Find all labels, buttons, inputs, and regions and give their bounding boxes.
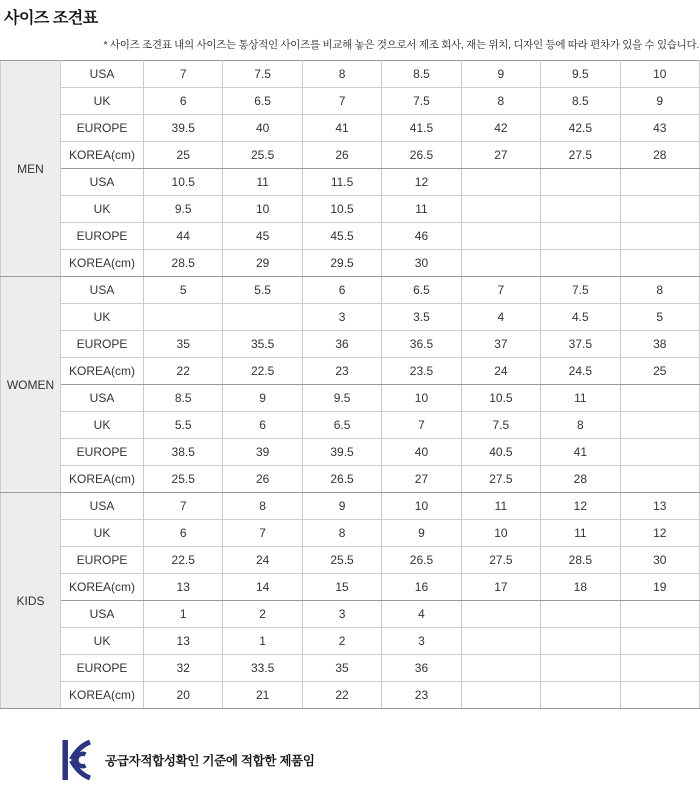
size-cell [541,169,620,196]
size-cell: 19 [620,574,699,601]
size-cell: 5.5 [223,277,302,304]
size-cell [620,682,699,709]
size-cell: 4 [382,601,461,628]
size-cell [223,304,302,331]
size-cell: 35 [144,331,223,358]
size-cell: 32 [144,655,223,682]
size-cell: 10.5 [302,196,381,223]
table-row [1,520,700,547]
size-cell: 11.5 [302,169,381,196]
row-header-cell: EUROPE [61,115,144,142]
size-cell [461,682,540,709]
size-cell: 22 [302,682,381,709]
size-cell: 41 [302,115,381,142]
size-cell [541,628,620,655]
table-row [1,385,700,412]
size-cell: 25.5 [144,466,223,493]
size-cell: 8 [302,61,381,88]
size-cell: 36 [302,331,381,358]
size-cell: 2 [302,628,381,655]
row-header-cell: USA [61,385,144,412]
size-cell [541,196,620,223]
size-cell: 9 [302,493,381,520]
size-cell: 7 [144,61,223,88]
size-cell: 11 [382,196,461,223]
size-cell: 5.5 [144,412,223,439]
size-cell: 38 [620,331,699,358]
size-cell: 25.5 [302,547,381,574]
size-cell [620,169,699,196]
size-cell: 1 [223,628,302,655]
row-header-cell: USA [61,277,144,304]
row-header-cell: UK [61,88,144,115]
size-cell: 8 [541,412,620,439]
size-cell: 6.5 [302,412,381,439]
size-cell: 40 [223,115,302,142]
table-row [1,574,700,601]
table-row [1,331,700,358]
size-cell: 12 [620,520,699,547]
size-cell [620,601,699,628]
section-label-cell: WOMEN [1,277,61,493]
size-cell: 35.5 [223,331,302,358]
size-cell: 10 [382,385,461,412]
size-table-body [1,61,700,709]
size-cell: 8.5 [382,61,461,88]
size-cell: 7.5 [223,61,302,88]
size-cell: 39.5 [144,115,223,142]
size-cell: 11 [461,493,540,520]
size-cell: 8 [223,493,302,520]
size-cell: 10 [461,520,540,547]
size-cell: 7 [223,520,302,547]
row-header-cell: KOREA(cm) [61,682,144,709]
kc-certification-text: 공급자적합성확인 기준에 적합한 제품임 [105,754,315,768]
size-cell: 6 [144,520,223,547]
table-row [1,412,700,439]
table-row [1,655,700,682]
size-cell: 3 [382,628,461,655]
row-header-cell: EUROPE [61,547,144,574]
size-cell [541,223,620,250]
size-cell [461,628,540,655]
size-cell: 22.5 [144,547,223,574]
table-row [1,142,700,169]
table-row [1,115,700,142]
size-cell: 36.5 [382,331,461,358]
size-cell: 16 [382,574,461,601]
row-header-cell: EUROPE [61,655,144,682]
size-cell: 7.5 [382,88,461,115]
row-header-cell: KOREA(cm) [61,466,144,493]
size-cell: 10 [620,61,699,88]
row-header-cell: USA [61,169,144,196]
size-cell: 7 [382,412,461,439]
size-cell: 10 [382,493,461,520]
size-cell: 27 [382,466,461,493]
size-cell: 9.5 [144,196,223,223]
size-cell [541,601,620,628]
size-cell: 28.5 [144,250,223,277]
size-cell: 39 [223,439,302,466]
size-cell: 6.5 [223,88,302,115]
size-cell: 29.5 [302,250,381,277]
size-cell: 7.5 [541,277,620,304]
size-cell: 10.5 [461,385,540,412]
row-header-cell: USA [61,493,144,520]
size-cell: 43 [620,115,699,142]
table-row [1,493,700,520]
table-row [1,628,700,655]
size-cell: 42 [461,115,540,142]
size-cell: 2 [223,601,302,628]
size-cell: 13 [144,628,223,655]
size-cell: 22 [144,358,223,385]
table-row [1,169,700,196]
size-cell: 1 [144,601,223,628]
size-cell: 6 [144,88,223,115]
size-cell: 9 [223,385,302,412]
table-row [1,601,700,628]
certification-row [62,739,700,781]
row-header-cell: UK [61,304,144,331]
size-cell: 18 [541,574,620,601]
size-cell: 42.5 [541,115,620,142]
size-cell: 23 [382,682,461,709]
size-cell: 28 [541,466,620,493]
size-cell: 30 [382,250,461,277]
table-row [1,358,700,385]
row-header-cell: UK [61,412,144,439]
size-cell: 8 [461,88,540,115]
table-row [1,466,700,493]
size-cell: 4 [461,304,540,331]
size-cell: 6 [302,277,381,304]
size-cell [620,628,699,655]
size-cell: 4.5 [541,304,620,331]
size-cell: 37 [461,331,540,358]
section-label-cell: MEN [1,61,61,277]
size-cell: 12 [382,169,461,196]
size-cell [620,250,699,277]
size-cell: 6 [223,412,302,439]
size-cell: 24 [461,358,540,385]
size-cell: 8 [302,520,381,547]
row-header-cell: UK [61,520,144,547]
size-cell: 7 [144,493,223,520]
size-cell: 11 [541,520,620,547]
size-cell: 38.5 [144,439,223,466]
table-row [1,682,700,709]
size-cell: 35 [302,655,381,682]
size-cell: 28 [620,142,699,169]
size-cell: 7.5 [461,412,540,439]
size-cell: 5 [144,277,223,304]
size-cell: 22.5 [223,358,302,385]
size-cell [461,655,540,682]
table-row [1,88,700,115]
size-cell [541,250,620,277]
table-row [1,277,700,304]
section-label-cell: KIDS [1,493,61,709]
size-cell: 36 [382,655,461,682]
row-header-cell: KOREA(cm) [61,574,144,601]
size-cell: 26 [223,466,302,493]
size-chart-disclaimer: * 사이즈 조견표 내의 사이즈는 통상적인 사이즈를 비교해 놓은 것으로서 제조 회사, 재는 위치, 디자인 등에 따라 편차가 있을 수 있습니다. [103,39,699,51]
size-cell [461,196,540,223]
size-cell: 26 [302,142,381,169]
size-cell: 37.5 [541,331,620,358]
size-cell: 26.5 [382,547,461,574]
size-cell [620,466,699,493]
row-header-cell: USA [61,61,144,88]
size-cell: 25 [144,142,223,169]
size-cell: 27.5 [461,547,540,574]
page-title: 사이즈 조견표 [4,10,98,27]
size-cell: 3.5 [382,304,461,331]
size-cell: 39.5 [302,439,381,466]
table-row [1,547,700,574]
size-cell [620,385,699,412]
size-cell: 27.5 [541,142,620,169]
size-cell: 21 [223,682,302,709]
size-chart-table [0,60,700,709]
size-cell: 3 [302,601,381,628]
table-row [1,304,700,331]
size-cell [620,439,699,466]
size-cell: 29 [223,250,302,277]
size-cell: 40 [382,439,461,466]
size-cell: 9 [461,61,540,88]
table-row [1,196,700,223]
size-cell: 24 [223,547,302,574]
table-row [1,223,700,250]
row-header-cell: KOREA(cm) [61,250,144,277]
size-cell: 9.5 [541,61,620,88]
size-cell [461,601,540,628]
row-header-cell: EUROPE [61,223,144,250]
size-cell [461,169,540,196]
size-cell: 10 [223,196,302,223]
size-cell: 8.5 [144,385,223,412]
size-cell: 12 [541,493,620,520]
size-cell: 20 [144,682,223,709]
size-cell [541,655,620,682]
size-cell: 40.5 [461,439,540,466]
size-cell: 46 [382,223,461,250]
size-cell: 17 [461,574,540,601]
size-cell [620,223,699,250]
table-row [1,250,700,277]
row-header-cell: KOREA(cm) [61,142,144,169]
size-cell: 25 [620,358,699,385]
row-header-cell: USA [61,601,144,628]
row-header-cell: UK [61,196,144,223]
size-cell: 27.5 [461,466,540,493]
size-cell [620,196,699,223]
size-cell [620,412,699,439]
size-cell: 30 [620,547,699,574]
size-cell: 11 [223,169,302,196]
size-cell: 13 [144,574,223,601]
size-cell: 33.5 [223,655,302,682]
size-cell [144,304,223,331]
size-cell: 8 [620,277,699,304]
size-cell: 44 [144,223,223,250]
row-header-cell: KOREA(cm) [61,358,144,385]
row-header-cell: EUROPE [61,439,144,466]
size-cell [620,655,699,682]
size-cell: 13 [620,493,699,520]
size-cell: 41 [541,439,620,466]
row-header-cell: EUROPE [61,331,144,358]
size-cell: 41.5 [382,115,461,142]
size-cell: 27 [461,142,540,169]
size-cell [541,682,620,709]
row-header-cell: UK [61,628,144,655]
size-cell: 9 [382,520,461,547]
size-cell: 25.5 [223,142,302,169]
size-cell: 9.5 [302,385,381,412]
size-cell: 5 [620,304,699,331]
size-cell: 11 [541,385,620,412]
size-cell: 45 [223,223,302,250]
kc-certification-icon [62,739,92,781]
size-cell: 26.5 [382,142,461,169]
size-cell: 26.5 [302,466,381,493]
size-cell: 3 [302,304,381,331]
size-cell [461,250,540,277]
size-cell: 10.5 [144,169,223,196]
table-row [1,439,700,466]
size-cell: 8.5 [541,88,620,115]
size-cell: 9 [620,88,699,115]
size-cell: 23 [302,358,381,385]
size-cell: 23.5 [382,358,461,385]
size-cell: 7 [302,88,381,115]
size-cell: 6.5 [382,277,461,304]
size-cell: 7 [461,277,540,304]
size-cell: 24.5 [541,358,620,385]
size-cell [461,223,540,250]
size-cell: 28.5 [541,547,620,574]
table-row [1,61,700,88]
size-cell: 45.5 [302,223,381,250]
size-cell: 14 [223,574,302,601]
size-cell: 15 [302,574,381,601]
